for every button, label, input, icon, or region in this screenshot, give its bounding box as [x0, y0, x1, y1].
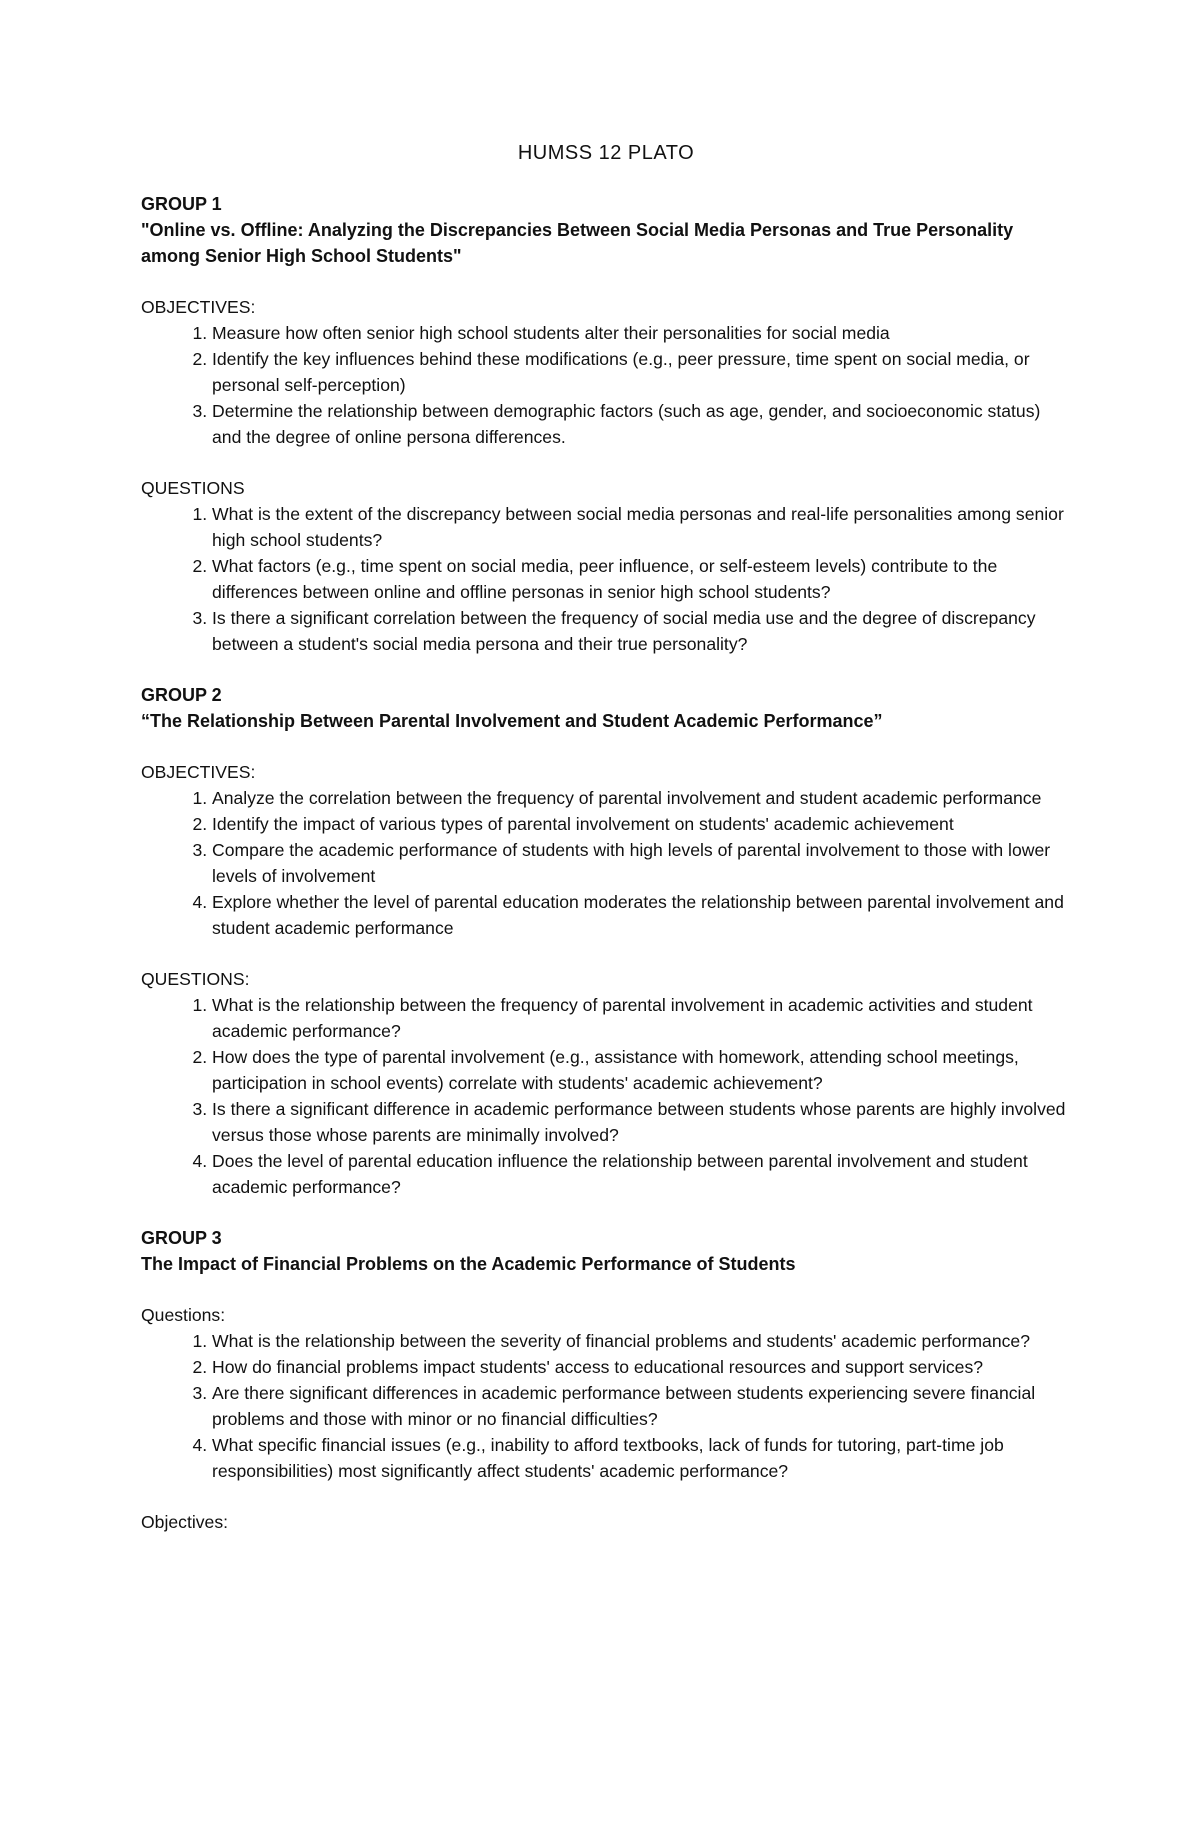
list-item: 4. Explore whether the level of parental education moderates the relationship between parental involvement and student academic performance — [212, 889, 1071, 941]
group-2 — [141, 682, 1071, 1200]
questions-list — [141, 1328, 1071, 1484]
objectives-label: Objectives: — [141, 1512, 229, 1532]
group-label: GROUP 2 — [141, 685, 222, 705]
list-item: 2. How does the type of parental involvement (e.g., assistance with homework, attending school meetings, participation in school events) correlate with students' academic achievement? — [212, 1044, 1071, 1096]
group-1 — [141, 191, 1071, 657]
group-title: The Impact of Financial Problems on the Academic Performance of Students — [141, 1254, 796, 1274]
list-item: 2. Identify the key influences behind these modifications (e.g., peer pressure, time spent on social media, or personal self-perception) — [212, 346, 1071, 398]
list-item: 3. Is there a significant difference in academic performance between students whose parents are highly involved versus those whose parents are minimally involved? — [212, 1096, 1071, 1148]
list-item: 1. Analyze the correlation between the frequency of parental involvement and student academic performance — [212, 785, 1071, 811]
list-item: 3. Determine the relationship between demographic factors (such as age, gender, and socioeconomic status) and the degree of online persona differences. — [212, 398, 1071, 450]
group-label: GROUP 3 — [141, 1228, 222, 1248]
objectives-label: OBJECTIVES: — [141, 762, 256, 782]
group-title: "Online vs. Offline: Analyzing the Discrepancies Between Social Media Personas and True Personality among Senior High School Students" — [141, 220, 1014, 266]
document-title: HUMSS 12 PLATO — [517, 142, 695, 164]
list-item: 2. How do financial problems impact students' access to educational resources and support services? — [212, 1354, 1071, 1380]
questions-label: Questions: — [141, 1305, 226, 1325]
group-3 — [141, 1225, 1071, 1535]
list-item: 1. What is the extent of the discrepancy between social media personas and real-life personalities among senior high school students? — [212, 501, 1071, 553]
list-item: 3. Compare the academic performance of students with high levels of parental involvement to those with lower levels of involvement — [212, 837, 1071, 889]
questions-label: QUESTIONS: — [141, 969, 250, 989]
questions-list — [141, 501, 1071, 657]
group-title: “The Relationship Between Parental Involvement and Student Academic Performance” — [141, 711, 883, 731]
document-content — [141, 140, 1071, 1535]
list-item: 1. Measure how often senior high school students alter their personalities for social media — [212, 320, 1071, 346]
objectives-list — [141, 785, 1071, 941]
list-item: 4. Does the level of parental education influence the relationship between parental involvement and student academic performance? — [212, 1148, 1071, 1200]
list-item: 3. Are there significant differences in academic performance between students experiencing severe financial problems and those with minor or no financial difficulties? — [212, 1380, 1071, 1432]
list-item: 2. What factors (e.g., time spent on social media, peer influence, or self-esteem levels) contribute to the differences between online and offline personas in senior high school students? — [212, 553, 1071, 605]
questions-list — [141, 992, 1071, 1200]
list-item: 4. What specific financial issues (e.g., inability to afford textbooks, lack of funds for tutoring, part-time job responsibilities) most significantly affect students' academic performance? — [212, 1432, 1071, 1484]
list-item: 1. What is the relationship between the frequency of parental involvement in academic activities and student academic performance? — [212, 992, 1071, 1044]
list-item: 2. Identify the impact of various types of parental involvement on students' academic achievement — [212, 811, 1071, 837]
group-label: GROUP 1 — [141, 194, 222, 214]
list-item: 3. Is there a significant correlation between the frequency of social media use and the degree of discrepancy between a student's social media persona and their true personality? — [212, 605, 1071, 657]
list-item: 1. What is the relationship between the severity of financial problems and students' academic performance? — [212, 1328, 1071, 1354]
objectives-label: OBJECTIVES: — [141, 297, 256, 317]
objectives-list — [141, 320, 1071, 450]
questions-label: QUESTIONS — [141, 478, 245, 498]
